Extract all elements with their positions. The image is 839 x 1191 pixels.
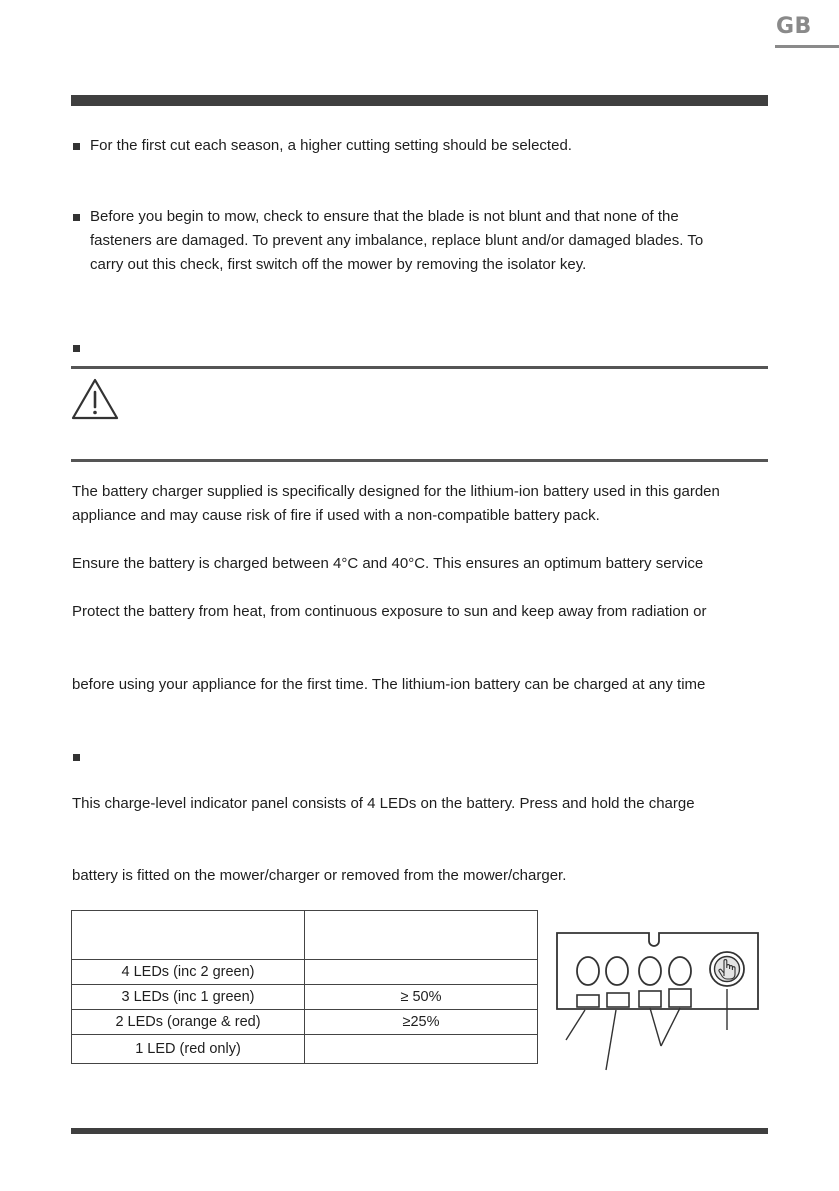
footer-bar (71, 1128, 768, 1134)
led-count-cell: 4 LEDs (inc 2 green) (72, 960, 305, 985)
warning-top-rule (71, 366, 768, 369)
led-count-cell: 1 LED (red only) (72, 1035, 305, 1064)
table-header-cell (72, 911, 305, 960)
table-row (72, 960, 538, 985)
bullet-marker (73, 214, 80, 221)
led-window-4 (669, 989, 691, 1007)
led-oval-4 (669, 957, 691, 985)
language-badge: GB (776, 14, 812, 39)
table-row (72, 985, 538, 1010)
callout-line-3b (661, 1008, 680, 1046)
table-row (72, 1035, 538, 1064)
led-oval-2 (606, 957, 628, 985)
callout-line-2 (606, 1010, 616, 1070)
warning-triangle-icon (70, 377, 120, 421)
fitted-paragraph: battery is fitted on the mower/charger or removed from the mower/charger. (72, 867, 567, 884)
led-oval-1 (577, 957, 599, 985)
led-window-1 (577, 995, 599, 1007)
temperature-paragraph: Ensure the battery is charged between 4°C and 40°C. This ensures an optimum battery service (72, 555, 704, 572)
charge-level-cell: ≥25% (305, 1010, 538, 1035)
first-use-paragraph: before using your appliance for the first time. The lithium-ion battery can be charged at any time (72, 676, 706, 693)
charge-level-cell: ≥ 50% (305, 985, 538, 1010)
led-window-2 (607, 993, 629, 1007)
language-badge-underline (775, 45, 839, 48)
table-header-row (72, 911, 538, 960)
table-header-cell (305, 911, 538, 960)
callout-line-1 (566, 1010, 585, 1040)
led-count-cell: 3 LEDs (inc 1 green) (72, 985, 305, 1010)
callout-line-3a (650, 1008, 661, 1046)
warning-bottom-rule (71, 459, 768, 462)
indicator-paragraph: This charge-level indicator panel consists of 4 LEDs on the battery. Press and hold the charge (72, 795, 695, 812)
bullet-text-first-cut: For the first cut each season, a higher cutting setting should be selected. (90, 137, 572, 154)
bullet-text-blade-check-line2: fasteners are damaged. To prevent any imbalance, replace blunt and/or damaged blades. To (90, 232, 704, 249)
battery-led-panel-diagram (552, 928, 764, 1073)
table-row (72, 1010, 538, 1035)
charge-level-table (71, 910, 538, 1064)
charger-paragraph-line1: The battery charger supplied is specifically designed for the lithium-ion battery used in this garden (72, 483, 720, 500)
led-oval-3 (639, 957, 661, 985)
section-heading-bar (71, 95, 768, 106)
led-count-cell: 2 LEDs (orange & red) (72, 1010, 305, 1035)
bullet-text-blade-check-line1: Before you begin to mow, check to ensure that the blade is not blunt and that none of the (90, 208, 679, 225)
bullet-text-blade-check-line3: carry out this check, first switch off the mower by removing the isolator key. (90, 256, 587, 273)
subsection-bullet (73, 754, 80, 761)
subsection-bullet (73, 345, 80, 352)
heat-protection-paragraph: Protect the battery from heat, from continuous exposure to sun and keep away from radiation or (72, 603, 707, 620)
charge-level-cell (305, 960, 538, 985)
led-window-3 (639, 991, 661, 1007)
bullet-marker (73, 143, 80, 150)
charge-level-cell (305, 1035, 538, 1064)
charger-paragraph-line2: appliance and may cause risk of fire if used with a non-compatible battery pack. (72, 507, 600, 524)
